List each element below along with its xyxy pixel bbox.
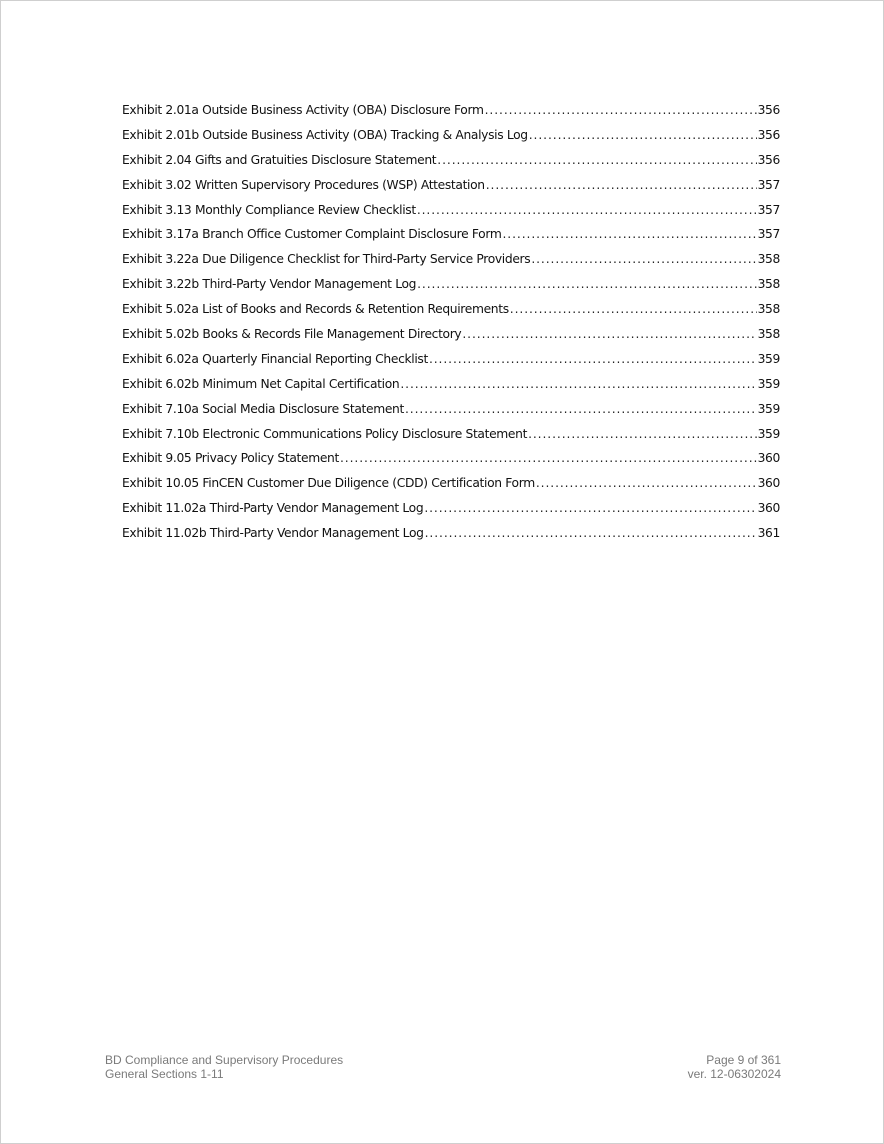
toc-entry-title: Exhibit 5.02b Books & Records File Management Directory (122, 327, 462, 342)
toc-entry-title: Exhibit 7.10a Social Media Disclosure Statement (122, 401, 404, 416)
footer-version: ver. 12-06302024 (687, 1067, 781, 1081)
toc-entry-title: Exhibit 7.10b Electronic Communications Policy Disclosure Statement (122, 426, 528, 441)
toc-entry[interactable] (122, 128, 780, 153)
toc-dot-leader (529, 128, 757, 142)
toc-entry-page-number: 358 (757, 277, 780, 292)
toc-dot-leader (510, 302, 757, 316)
toc-entry[interactable] (122, 427, 780, 452)
toc-dot-leader (528, 427, 757, 441)
toc-entry-title: Exhibit 3.02 Written Supervisory Procedures (WSP) Attestation (122, 177, 485, 192)
toc-entry-page-number: 356 (757, 152, 780, 167)
toc-entry-page-number: 357 (757, 202, 780, 217)
toc-entry-page-number: 359 (757, 376, 780, 391)
toc-entry[interactable] (122, 153, 780, 178)
toc-dot-leader (417, 277, 756, 291)
toc-entry[interactable] (122, 302, 780, 327)
toc-entry-page-number: 361 (757, 526, 780, 541)
toc-dot-leader (429, 352, 757, 366)
toc-dot-leader (340, 451, 757, 465)
toc-entry[interactable] (122, 103, 780, 128)
footer-right (688, 1053, 781, 1081)
footer-page-number: Page 9 of 361 (706, 1053, 781, 1067)
toc-dot-leader (462, 327, 756, 341)
toc-dot-leader (425, 526, 757, 540)
toc-entry[interactable] (122, 476, 780, 501)
toc-entry-title: Exhibit 2.01b Outside Business Activity (OBA) Tracking & Analysis Log (122, 127, 528, 142)
toc-entry-title: Exhibit 2.04 Gifts and Gratuities Disclosure Statement (122, 152, 437, 167)
toc-entry-title: Exhibit 3.17a Branch Office Customer Complaint Disclosure Form (122, 227, 502, 242)
toc-dot-leader (486, 178, 757, 192)
toc-entry-title: Exhibit 3.22b Third-Party Vendor Management Log (122, 277, 417, 292)
toc-entry-page-number: 358 (757, 302, 780, 317)
toc-entry-page-number: 360 (757, 501, 780, 516)
table-of-contents (122, 103, 780, 551)
toc-entry-page-number: 356 (757, 127, 780, 142)
footer-sections: General Sections 1-11 (105, 1067, 224, 1081)
toc-entry[interactable] (122, 526, 780, 551)
toc-entry-page-number: 358 (757, 327, 780, 342)
toc-dot-leader (424, 501, 756, 515)
toc-entry[interactable] (122, 178, 780, 203)
toc-entry-page-number: 360 (757, 451, 780, 466)
toc-entry[interactable] (122, 501, 780, 526)
toc-entry-title: Exhibit 3.22a Due Diligence Checklist for Third-Party Service Providers (122, 252, 531, 267)
footer-document-title: BD Compliance and Supervisory Procedures (105, 1053, 344, 1067)
toc-entry-page-number: 357 (757, 177, 780, 192)
toc-entry[interactable] (122, 377, 780, 402)
toc-entry-title: Exhibit 3.13 Monthly Compliance Review Checklist (122, 202, 416, 217)
toc-dot-leader (502, 227, 756, 241)
toc-dot-leader (536, 476, 757, 490)
toc-entry[interactable] (122, 327, 780, 352)
toc-entry-page-number: 356 (757, 103, 780, 117)
toc-entry-page-number: 359 (757, 351, 780, 366)
footer-left (105, 1053, 343, 1081)
toc-entry[interactable] (122, 277, 780, 302)
toc-entry-title: Exhibit 9.05 Privacy Policy Statement (122, 451, 339, 466)
toc-entry-title: Exhibit 6.02a Quarterly Financial Reporting Checklist (122, 351, 428, 366)
toc-dot-leader (405, 402, 757, 416)
toc-entry[interactable] (122, 451, 780, 476)
toc-entry-title: Exhibit 11.02a Third-Party Vendor Management Log (122, 501, 424, 516)
toc-entry-title: Exhibit 2.01a Outside Business Activity (OBA) Disclosure Form (122, 103, 484, 117)
toc-dot-leader (485, 103, 757, 117)
toc-entry-title: Exhibit 10.05 FinCEN Customer Due Diligence (CDD) Certification Form (122, 476, 535, 491)
toc-entry-page-number: 357 (757, 227, 780, 242)
toc-entry-page-number: 359 (757, 426, 780, 441)
toc-entry-page-number: 359 (757, 401, 780, 416)
toc-entry[interactable] (122, 402, 780, 427)
toc-dot-leader (400, 377, 756, 391)
toc-entry-page-number: 358 (757, 252, 780, 267)
toc-entry[interactable] (122, 252, 780, 277)
toc-dot-leader (437, 153, 756, 167)
toc-entry-title: Exhibit 6.02b Minimum Net Capital Certification (122, 376, 400, 391)
toc-entry-title: Exhibit 11.02b Third-Party Vendor Management Log (122, 526, 424, 541)
toc-dot-leader (417, 203, 757, 217)
toc-dot-leader (531, 252, 756, 266)
toc-entry-title: Exhibit 5.02a List of Books and Records & Retention Requirements (122, 302, 509, 317)
toc-entry-page-number: 360 (757, 476, 780, 491)
toc-entry[interactable] (122, 203, 780, 228)
toc-entry[interactable] (122, 352, 780, 377)
toc-entry[interactable] (122, 227, 780, 252)
